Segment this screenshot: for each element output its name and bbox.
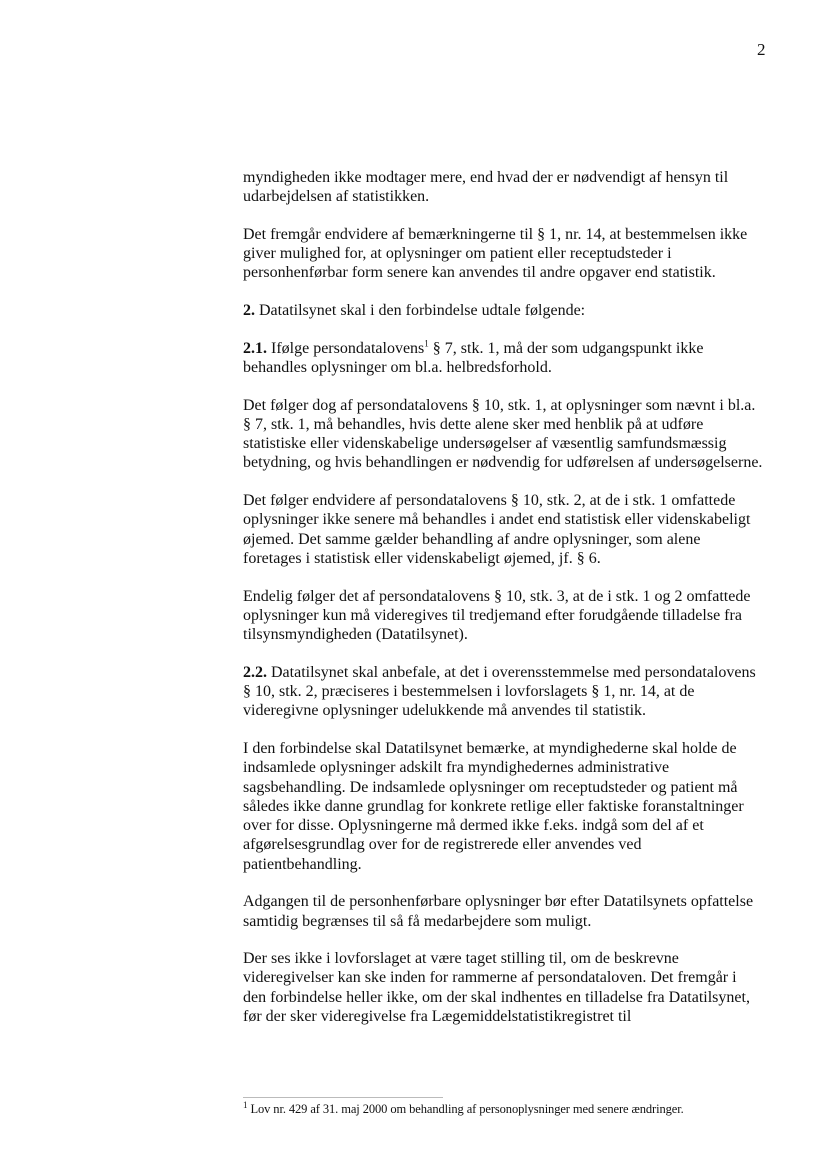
paragraph-10-stk-2: Det følger endvidere af persondatalovens § 10, stk. 2, at de i stk. 1 omfattede oplysninger ikke senere må behandles i andet end statistisk eller videnskabeligt øjemed. Det samme gælder behandling af andre oplysninger, som alene foretages i statistisk eller videnskabeligt øjemed, jf. § 6. [243, 492, 751, 567]
paragraph-bemaerkninger: Det fremgår endvidere af bemærkningerne til § 1, nr. 14, at bestemmelsen ikke giver mulighed for, at oplysninger om patient eller receptudsteder i personhenførbar form senere kan anvendes til andre opgaver end statistik. [243, 225, 748, 282]
paragraph-10-stk-3: Endelig følger det af persondatalovens § 10, stk. 3, at de i stk. 1 og 2 omfattede oplysninger kun må videregives til tredjemand efter forudgående tilladelse fra tilsynsmyndigheden (Datatilsynet). [243, 587, 751, 644]
document-body [243, 168, 763, 1045]
paragraph-adskilt: I den forbindelse skal Datatilsynet bemærke, at myndighederne skal holde de indsamlede oplysninger adskilt fra myndighedernes administrative sagsbehandling. De indsamlede oplysninger om receptudsteder og patient må således ikke danne grundlag for konkrete retlige eller faktiske foranstaltninger over for disse. Oplysningerne må dermed ikke f.eks. indgå som del af et afgørelsesgrundlag over for de registrerede eller anvendes ved patientbehandling. [243, 739, 744, 873]
section-number: 2.2. [243, 663, 267, 681]
section-2-heading: 2. Datatilsynet skal i den forbindelse udtale følgende: [243, 302, 586, 320]
section-number: 2. [243, 302, 255, 320]
paragraph-intro-continued: myndigheden ikke modtager mere, end hvad der er nødvendigt af hensyn til udarbejdelsen af statistikken. [243, 169, 729, 206]
section-number: 2.1. [243, 339, 267, 357]
section-2-1: 2.1. Ifølge persondatalovens$^1$ § 7, stk. 1, må der som udgangspunkt ikke behandles oplysninger om bl.a. helbredsforhold. [243, 338, 704, 376]
footnote [243, 1101, 783, 1117]
paragraph-videregivelser: Der ses ikke i lovforslaget at være taget stilling til, om de beskrevne videregivelser kan ske inden for rammerne af persondataloven. Det fremgår i den forbindelse heller ikke, om der skal indhentes en tilladelse fra Datatilsynet, før der sker videregivelse fra Lægemiddelstatistikregistret til [243, 950, 750, 1026]
paragraph-adgangen: Adgangen til de personhenførbare oplysninger bør efter Datatilsynets opfattelse samtidig begrænses til så få medarbejdere som muligt. [243, 893, 754, 930]
page-number: 2 [757, 40, 766, 59]
footnote-text: Lov nr. 429 af 31. maj 2000 om behandling af personoplysninger med senere ændringer. [250, 1102, 684, 1116]
footnote-separator [243, 1097, 443, 1098]
section-2-2: 2.2. Datatilsynet skal anbefale, at det i overensstemmelse med persondatalovens § 10, stk. 2, præciseres i bestemmelsen i lovforslagets § 1, nr. 14, at de videregivne oplysninger udelukkende må anvendes til statistik. [243, 663, 756, 720]
paragraph-10-stk-1: Det følger dog af persondatalovens § 10, stk. 1, at oplysninger som nævnt i bl.a. § 7, stk. 1, må behandles, hvis dette alene sker med henblik på at udføre statistiske eller videnskabelige undersøgelser af væsentlig samfundsmæssig betydning, og hvis behandlingen er nødvendig for udførelsen af undersøgelserne. [243, 396, 763, 472]
footnote-reference: 1 [424, 338, 429, 349]
footnote-marker: 1 [243, 1099, 248, 1110]
